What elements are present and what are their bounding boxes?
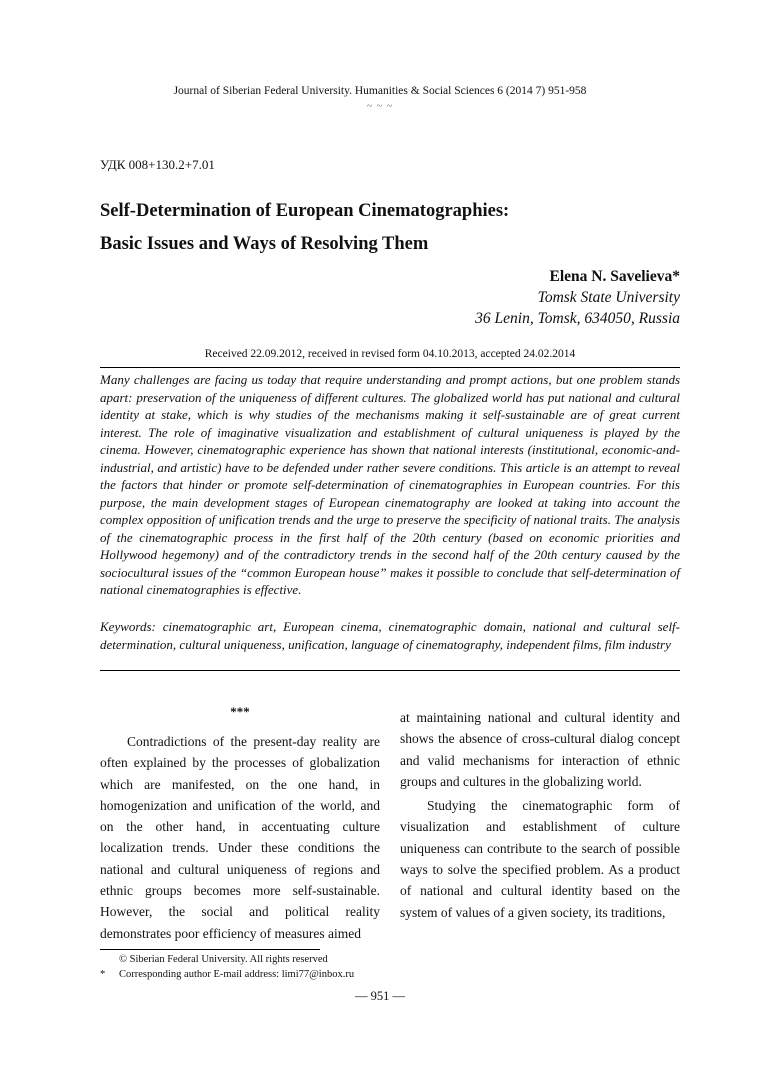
- corresponding-author-text: Corresponding author E-mail address: limi77@inbox.ru: [119, 969, 355, 980]
- copyright-note: © Siberian Federal University. All rights reserved: [119, 954, 328, 965]
- keywords: Keywords: cinematographic art, European cinema, cinematographic domain, national and cultural self-determination, cultural uniqueness, unification, language of cinematography, independent films, film industry: [100, 619, 680, 652]
- left-column: [100, 731, 380, 944]
- title-line-1: Self-Determination of European Cinematographies:: [100, 201, 510, 221]
- udk-code: УДК 008+130.2+7.01: [100, 157, 215, 172]
- footnotes: [100, 952, 354, 982]
- body-paragraph: at maintaining national and cultural identity and shows the absence of cross-cultural dialog concept and valid mechanisms for interaction of ethnic groups and cultures in the globalizing world.: [400, 710, 680, 789]
- author-affiliation: Tomsk State University: [537, 289, 680, 306]
- footnote-mark: *: [100, 969, 106, 980]
- page-number: — 951 —: [355, 989, 405, 1003]
- author-block: [475, 266, 680, 329]
- abstract-bottom-rule: [100, 670, 680, 671]
- received-dates: Received 22.09.2012, received in revised form 04.10.2013, accepted 24.02.2014: [204, 348, 576, 360]
- abstract: Many challenges are facing us today that require understanding and prompt actions, but one problem stands apart: preservation of the uniqueness of different cultures. The globalized world has put national and cultural identity at stake, which is why studies of the mechanisms making it self-sustainable are of great current interest. The role of imaginative visualization and establishment of cultural uniqueness is played by the cinema. However, cinematographic experience has shown that national interests (institutional, economic-and-industrial, and artistic) have to be defended under rather severe conditions. This article is an attempt to reveal the factors that hinder or promote self-determination of cinematographies in European countries. For this purpose, the main development stages of European cinematography are looked at taking into account the complex opposition of unification trends and the urge to preserve the specificity of national traits. The analysis of the cinematographic process in the first half of the 20th century (based on economic priorities and Hollywood hegemony) and of the contradictory trends in the second half of the 20th century caused by the sociocultural issues of the “common European house” makes it possible to conclude that self-determination of national cinematographies is effective.: [100, 372, 680, 597]
- abstract-top-rule: [100, 367, 680, 368]
- title-line-2: Basic Issues and Ways of Resolving Them: [100, 234, 429, 254]
- body-paragraph: Contradictions of the present-day reality are often explained by the processes of globalization which are manifested, on the one hand, in homogenization and unification of the world, and on the other hand, in accentuating culture localization trends. Under these conditions the national and cultural uniqueness of regions and ethnic groups becomes more self-sustainable. However, the social and political reality demonstrates poor efficiency of measures aimed: [100, 734, 380, 941]
- author-address: 36 Lenin, Tomsk, 634050, Russia: [475, 310, 680, 327]
- corresponding-author-note: [100, 967, 354, 982]
- author-name: Elena N. Savelieva*: [549, 268, 680, 285]
- header-ornament: ~ ~ ~: [366, 101, 394, 112]
- right-column: [400, 707, 680, 923]
- journal-header: Journal of Siberian Federal University. Humanities & Social Sciences 6 (2014 7) 951-958: [173, 85, 587, 97]
- footnote-rule: [100, 949, 320, 950]
- section-separator: ***: [230, 704, 250, 719]
- article-title: [100, 195, 680, 261]
- body-paragraph: Studying the cinematographic form of visualization and establishment of culture uniqueness can contribute to the search of possible ways to solve the specified problem. As a product of national and cultural identity based on the system of values of a given society, its traditions,: [400, 798, 680, 920]
